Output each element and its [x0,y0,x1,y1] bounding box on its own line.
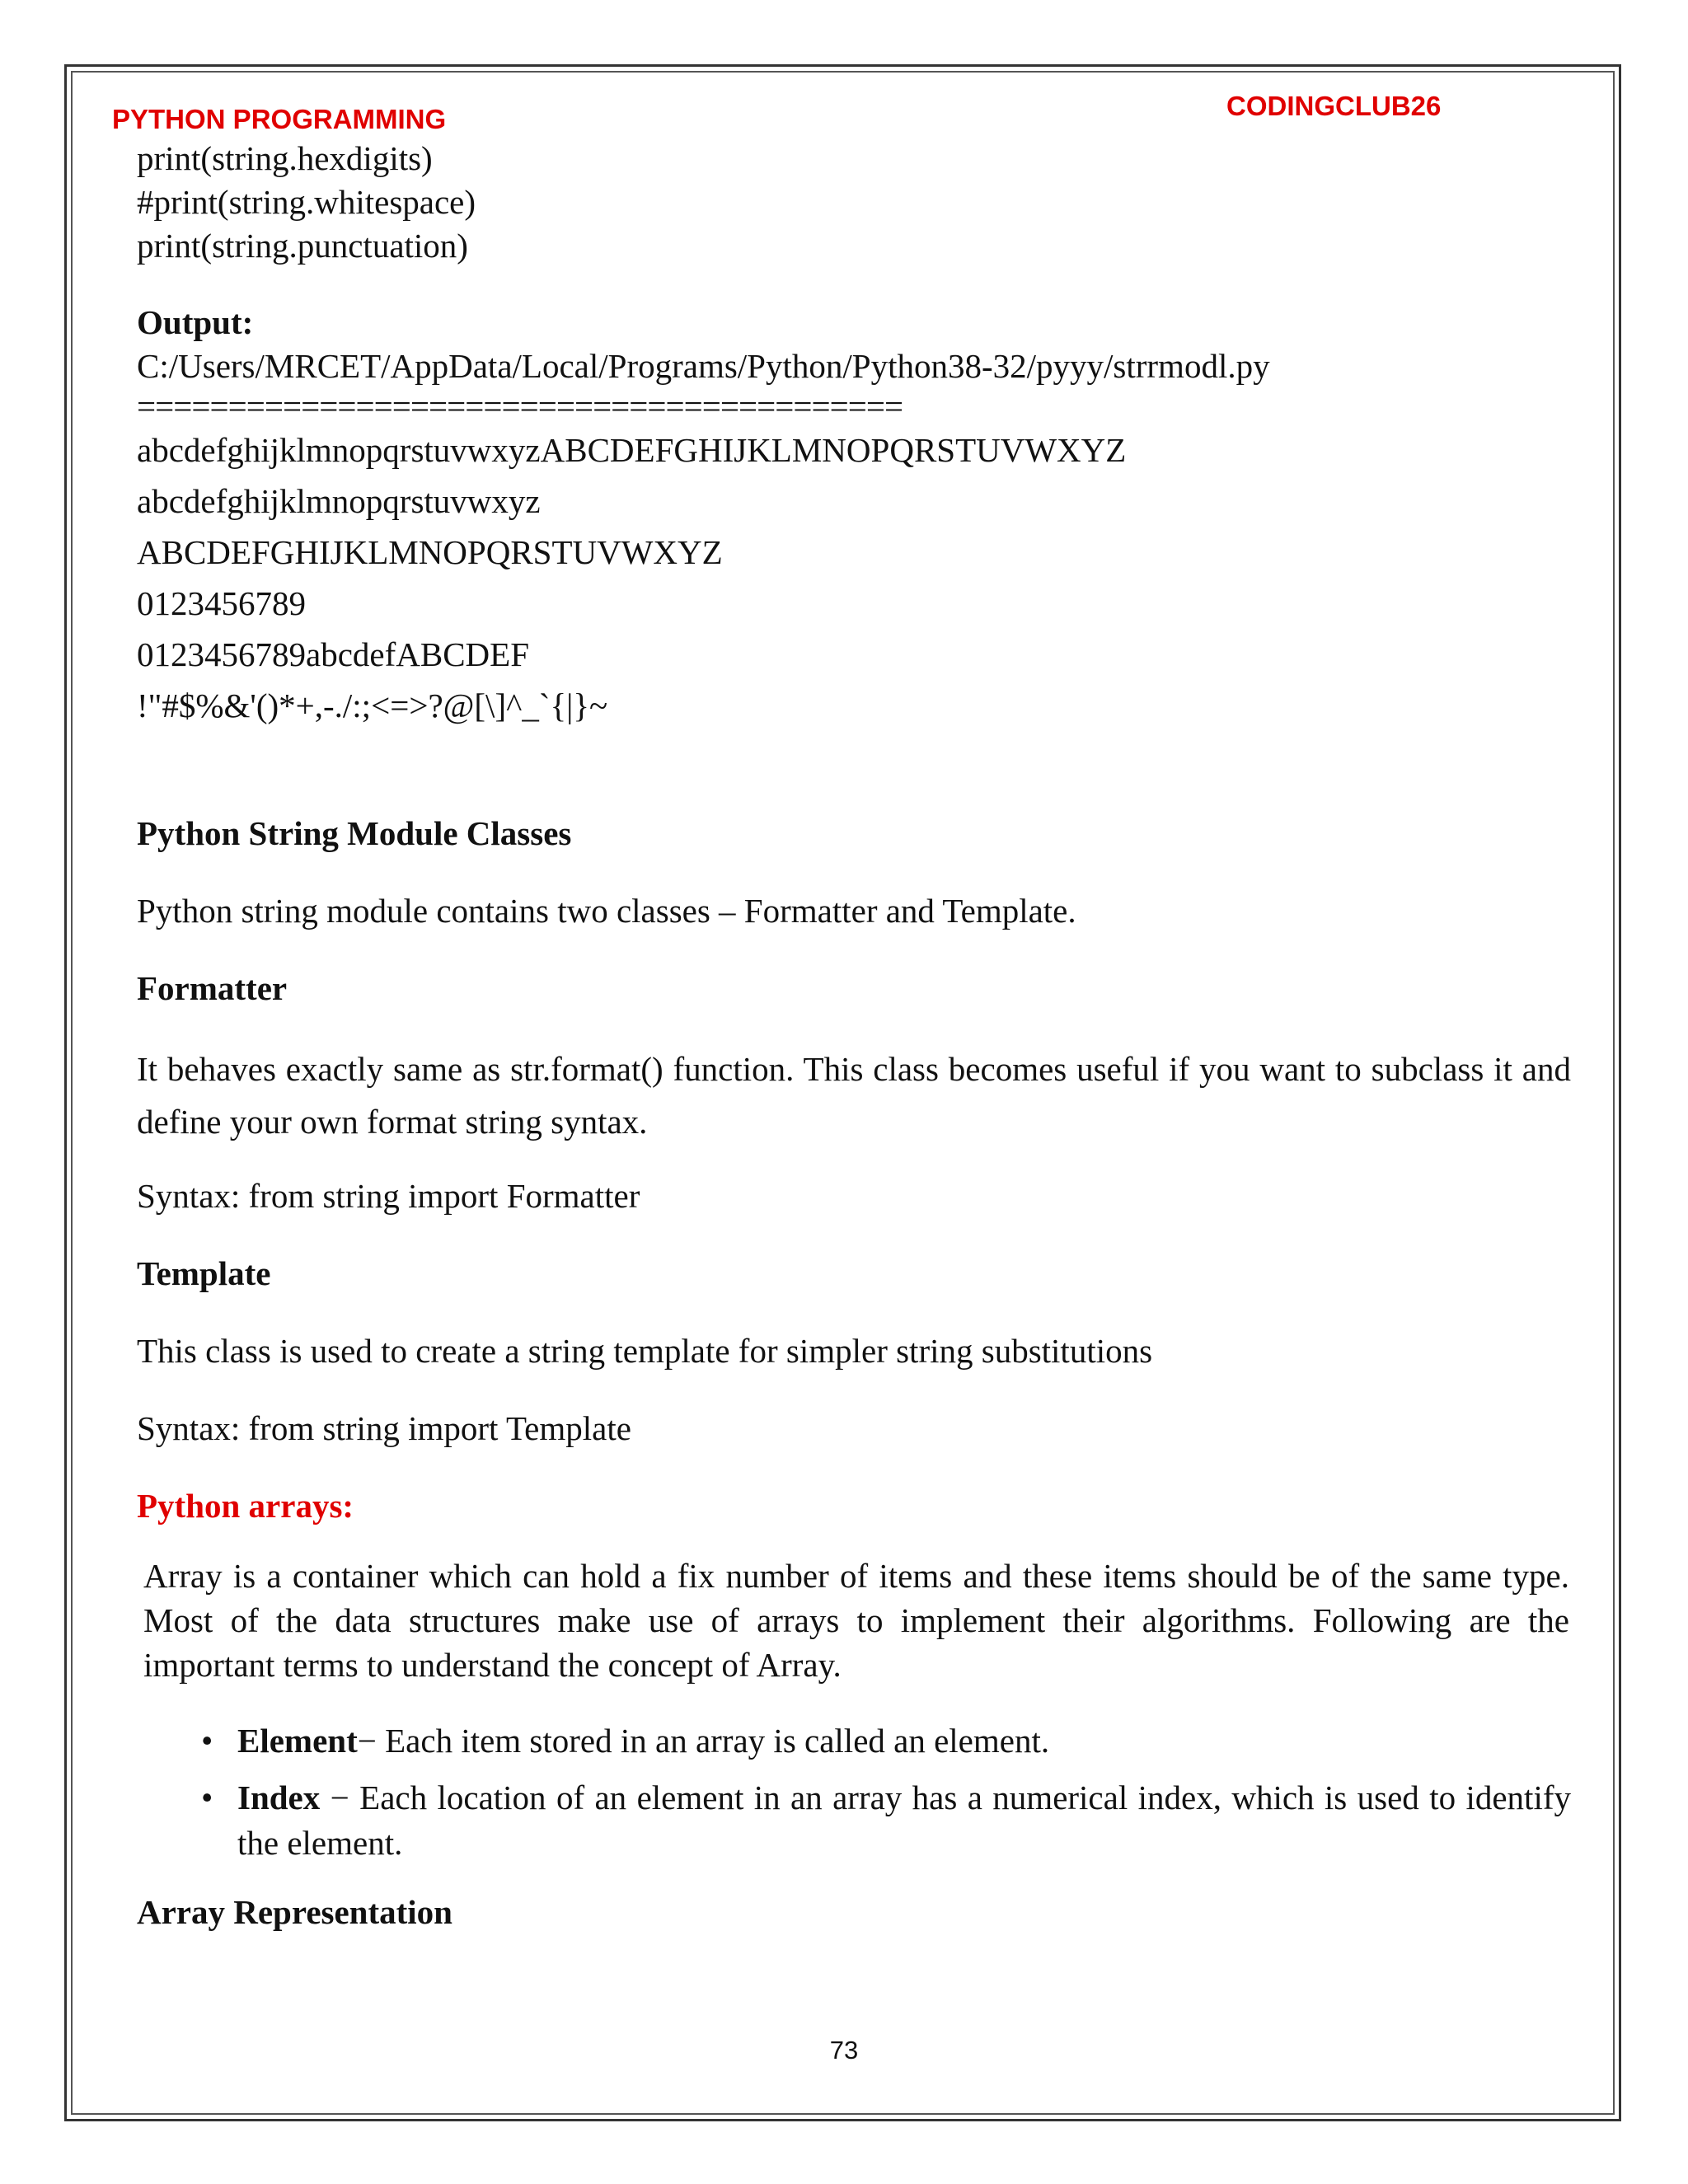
arrays-description: Array is a container which can hold a fix number of items and these items should be of the same type. Most of the data structures make use of arrays to implement their algorithms. Following are the important terms to understand the concept of Array. [143,1557,1569,1684]
heading-formatter: Formatter [137,969,288,1007]
bullet-icon: • [201,1722,213,1760]
running-header-right: CODINGCLUB26 [1226,91,1442,121]
list-item [137,1718,1571,1764]
heading-array-representation: Array Representation [137,1893,452,1931]
heading-template: Template [137,1254,271,1292]
template-description: This class is used to create a string template for simpler string substitutions [137,1332,1153,1370]
code-line: #print(string.whitespace) [137,183,476,221]
term-definition: − Each item stored in an array is called an element. [357,1722,1050,1760]
list-item [137,1775,1571,1866]
section-heading-arrays: Python arrays: [137,1487,354,1525]
page-number: 73 [829,2036,859,2064]
code-line: print(string.hexdigits) [137,139,433,177]
term: Element [237,1722,358,1760]
running-header-left: PYTHON PROGRAMMING [112,104,447,134]
term: Index [237,1779,321,1816]
output-line: 0123456789abcdefABCDEF [137,635,530,673]
output-line: abcdefghijklmnopqrstuvwxyzABCDEFGHIJKLMNOPQRSTUVWXYZ [137,431,1127,469]
output-line: !"#$%&'()*+,-./:;<=>?@[\]^_`{|}~ [137,687,608,724]
output-separator: ========================================== [137,387,903,425]
page-content [137,137,1571,1935]
code-block [137,137,1571,268]
output-line: abcdefghijklmnopqrstuvwxyz [137,482,541,520]
output-line: 0123456789 [137,584,306,622]
template-syntax: Syntax: from string import Template [137,1409,631,1447]
term-definition: − Each location of an element in an array has a numerical index, which is used to identify the element. [237,1779,1571,1862]
formatter-description: It behaves exactly same as str.format() function. This class becomes useful if you want to subclass it and define your own format string syntax. [137,1050,1571,1141]
array-terms-list [137,1718,1571,1866]
code-line: print(string.punctuation) [137,227,468,265]
output-path: C:/Users/MRCET/AppData/Local/Programs/Python/Python38-32/pyyy/strrmodl.py [137,347,1270,385]
bullet-icon: • [201,1779,213,1816]
formatter-syntax: Syntax: from string import Formatter [137,1177,640,1215]
section-heading-classes: Python String Module Classes [137,814,572,852]
output-line: ABCDEFGHIJKLMNOPQRSTUVWXYZ [137,533,723,571]
classes-intro: Python string module contains two classes – Formatter and Template. [137,892,1076,930]
output-label: Output: [137,303,254,341]
